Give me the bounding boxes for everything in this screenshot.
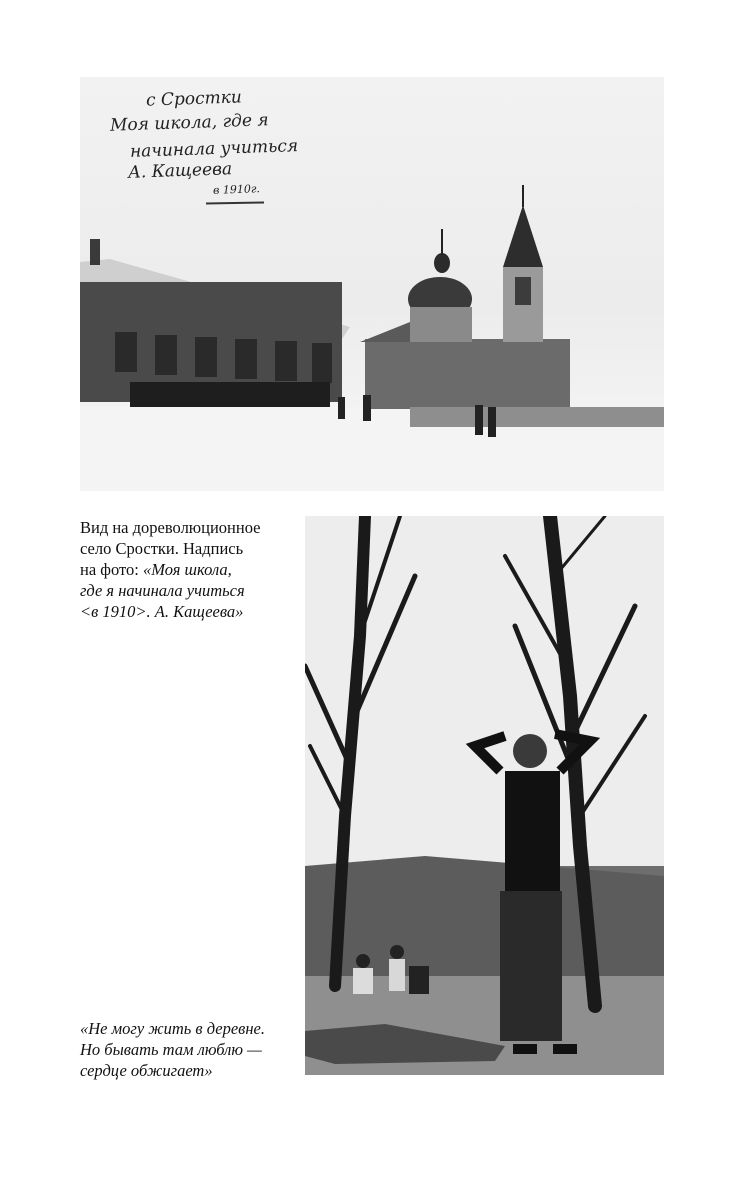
handwriting-line: с Сростки bbox=[145, 87, 243, 111]
caption-line: Но бывать там люблю — bbox=[80, 1040, 262, 1059]
field-scene-drawing bbox=[305, 516, 664, 1075]
caption-text: на фото: bbox=[80, 560, 143, 579]
caption-line: Вид на дореволюционное bbox=[80, 518, 261, 537]
handwriting-line: начинала учиться bbox=[129, 136, 299, 162]
handwriting-line: А. Кащеева bbox=[127, 159, 233, 183]
man-in-field-photo bbox=[305, 516, 664, 1075]
handwriting-date: в 1910г. bbox=[212, 182, 261, 197]
handwriting-line: Моя школа, где я bbox=[109, 110, 269, 136]
caption-line: село Сростки. Надпись bbox=[80, 539, 244, 558]
caption-village-photo bbox=[80, 517, 295, 622]
caption-line bbox=[80, 559, 295, 580]
caption-line: <в 1910>. А. Кащеева» bbox=[80, 602, 244, 621]
caption-line: где я начинала учиться bbox=[80, 581, 245, 600]
village-school-church-photo bbox=[80, 77, 664, 491]
caption-line: «Не могу жить в деревне. bbox=[80, 1019, 265, 1038]
caption-line: сердце обжигает» bbox=[80, 1061, 213, 1080]
caption-quote: «Моя школа, bbox=[142, 560, 232, 579]
caption-quote-village bbox=[80, 1018, 300, 1081]
village-scene-drawing bbox=[80, 77, 664, 491]
